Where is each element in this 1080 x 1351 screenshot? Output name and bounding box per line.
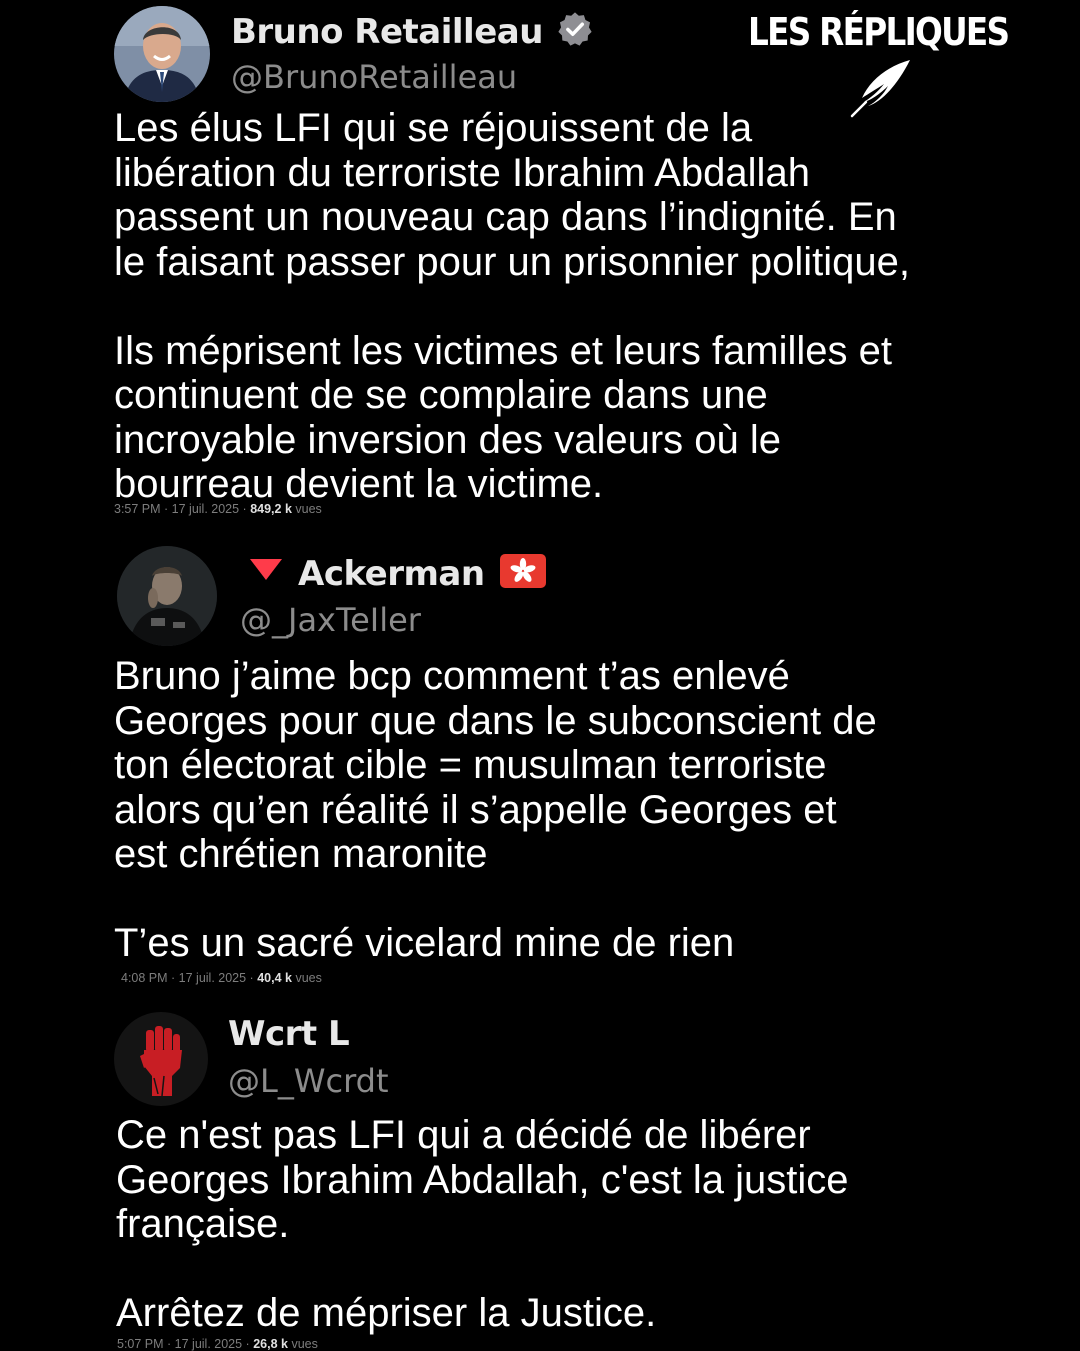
- avatar[interactable]: [114, 6, 210, 102]
- avatar[interactable]: [117, 546, 217, 646]
- tweet-meta: [121, 971, 322, 985]
- handle[interactable]: @L_Wcrdt: [228, 1062, 389, 1100]
- views-label: vues: [291, 1337, 318, 1351]
- tweet-meta: [114, 502, 322, 516]
- handle[interactable]: @_JaxTeIler: [240, 601, 421, 639]
- display-name[interactable]: Bruno Retailleau: [231, 10, 594, 57]
- view-count: 40,4 k: [257, 971, 292, 985]
- tweet-time: 3:57 PM · 17 juil. 2025 ·: [114, 502, 251, 516]
- tweet-body: Bruno j’aime bcp comment t’as enlevé Georges pour que dans le subconscient de ton électorat cible = musulman terroriste alors qu’en réalité il s’appelle Georges et est chrétien maronite T’es un sacré vicelard mine de rien: [114, 654, 877, 965]
- display-name[interactable]: Ackerman: [248, 550, 546, 597]
- avatar[interactable]: [114, 1012, 208, 1106]
- view-count: 26,8 k: [253, 1337, 288, 1351]
- tweet-meta: [117, 1337, 318, 1351]
- display-name[interactable]: Wcrt L: [228, 1014, 350, 1054]
- views-label: vues: [295, 502, 322, 516]
- tweet-body: Les élus LFI qui se réjouissent de la libération du terroriste Ibrahim Abdallah passent un nouveau cap dans l’indignité. En le faisant passer pour un prisonnier politique, Ils méprisent les victimes et leurs familles et continuent de se complaire dans une incroyable inversion des valeurs où le bourreau devient la victime.: [114, 106, 911, 506]
- red-triangle-icon: [248, 550, 284, 590]
- tweet-time: 4:08 PM · 17 juil. 2025 ·: [121, 971, 258, 985]
- tweet-body: Ce n'est pas LFI qui a décidé de libérer Georges Ibrahim Abdallah, c'est la justice française. Arrêtez de mépriser la Justice.: [116, 1113, 849, 1335]
- brand-title: LES RÉPLIQUES: [748, 10, 1009, 54]
- tweet-time: 5:07 PM · 17 juil. 2025 ·: [117, 1337, 254, 1351]
- handle[interactable]: @BrunoRetailleau: [231, 58, 518, 96]
- views-label: vues: [295, 971, 322, 985]
- hong-kong-flag-icon: [500, 554, 546, 597]
- verified-badge-icon: [556, 10, 594, 57]
- view-count: 849,2 k: [250, 502, 292, 516]
